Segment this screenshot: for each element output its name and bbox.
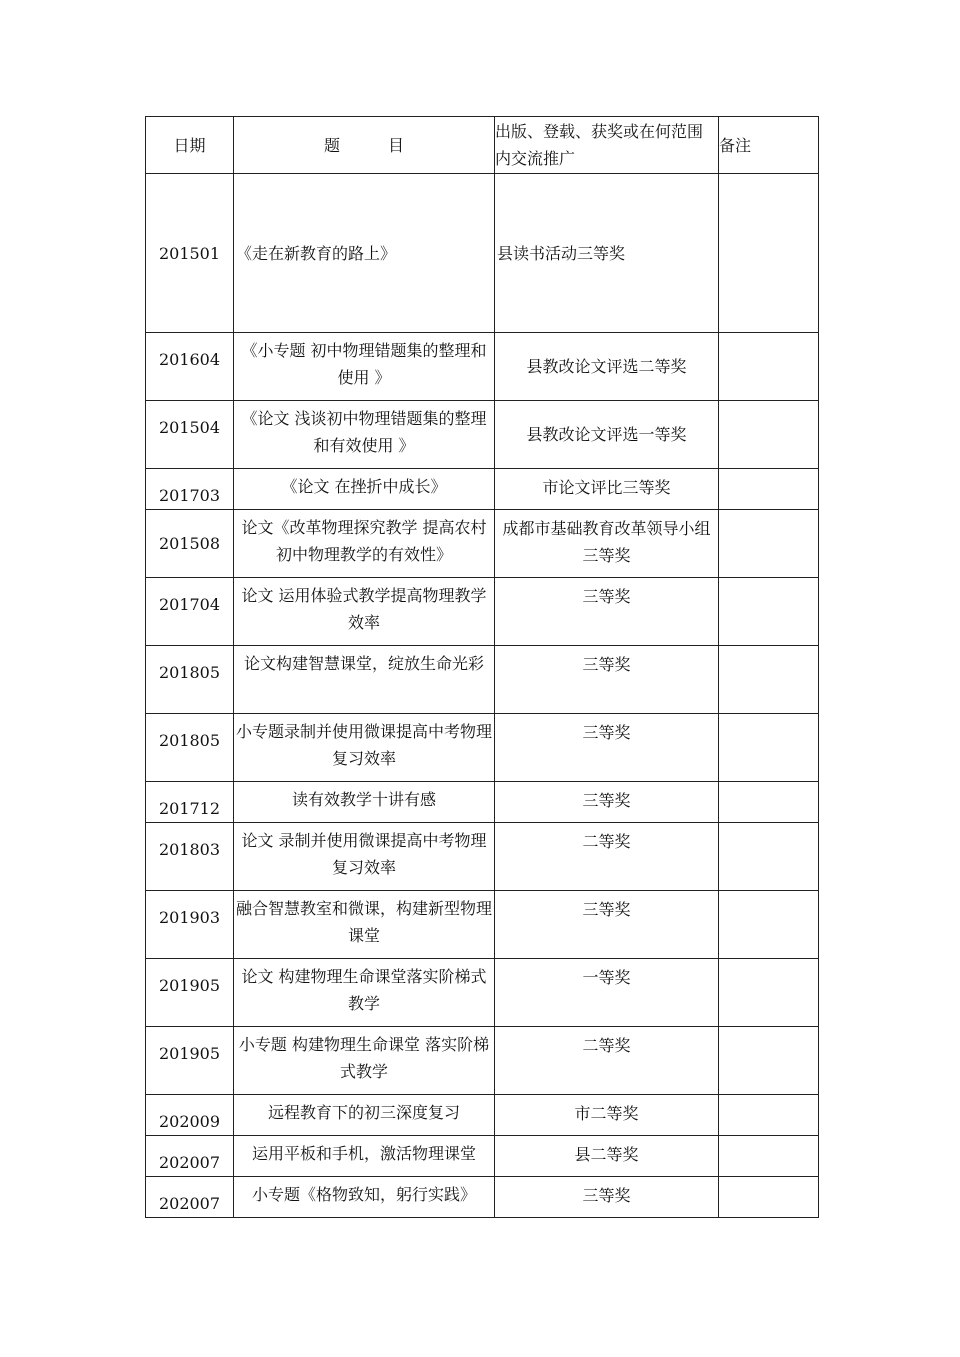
cell-note xyxy=(719,823,819,891)
cell-title: 《走在新教育的路上》 xyxy=(234,174,495,333)
cell-note xyxy=(719,646,819,714)
table-row xyxy=(146,1095,819,1136)
cell-title: 小专题录制并使用微课提高中考物理复习效率 xyxy=(234,714,495,782)
cell-award: 一等奖 xyxy=(495,959,719,1027)
table-row xyxy=(146,333,819,401)
cell-date: 201903 xyxy=(146,891,234,959)
table-row xyxy=(146,401,819,469)
cell-date: 201504 xyxy=(146,401,234,469)
cell-date: 201703 xyxy=(146,469,234,510)
cell-award: 县教改论文评选二等奖 xyxy=(495,333,719,401)
cell-date: 201704 xyxy=(146,578,234,646)
cell-date: 201805 xyxy=(146,646,234,714)
table-row xyxy=(146,714,819,782)
cell-note xyxy=(719,510,819,578)
cell-date: 202009 xyxy=(146,1095,234,1136)
cell-award: 三等奖 xyxy=(495,578,719,646)
records-table xyxy=(145,116,819,1218)
cell-title: 融合智慧教室和微课，构建新型物理课堂 xyxy=(234,891,495,959)
cell-date: 201905 xyxy=(146,1027,234,1095)
table-row xyxy=(146,646,819,714)
table-row xyxy=(146,578,819,646)
cell-award: 市论文评比三等奖 xyxy=(495,469,719,510)
table-row xyxy=(146,1027,819,1095)
table-row xyxy=(146,510,819,578)
cell-award: 三等奖 xyxy=(495,714,719,782)
cell-note xyxy=(719,174,819,333)
table-row xyxy=(146,1136,819,1177)
header-title: 题 目 xyxy=(234,117,495,174)
cell-note xyxy=(719,1177,819,1218)
table-row xyxy=(146,891,819,959)
cell-title: 读有效教学十讲有感 xyxy=(234,782,495,823)
cell-award: 三等奖 xyxy=(495,782,719,823)
cell-note xyxy=(719,891,819,959)
cell-award: 三等奖 xyxy=(495,891,719,959)
cell-date: 201604 xyxy=(146,333,234,401)
cell-note xyxy=(719,959,819,1027)
cell-date: 202007 xyxy=(146,1177,234,1218)
cell-title: 《论文 在挫折中成长》 xyxy=(234,469,495,510)
cell-note xyxy=(719,333,819,401)
cell-title: 《小专题 初中物理错题集的整理和使用 》 xyxy=(234,333,495,401)
cell-note xyxy=(719,1027,819,1095)
cell-note xyxy=(719,469,819,510)
cell-title: 远程教育下的初三深度复习 xyxy=(234,1095,495,1136)
cell-award: 三等奖 xyxy=(495,646,719,714)
table-row xyxy=(146,823,819,891)
cell-award: 市二等奖 xyxy=(495,1095,719,1136)
cell-title: 小专题《格物致知，躬行实践》 xyxy=(234,1177,495,1218)
cell-title: 小专题 构建物理生命课堂 落实阶梯式教学 xyxy=(234,1027,495,1095)
cell-award: 三等奖 xyxy=(495,1177,719,1218)
table-row xyxy=(146,469,819,510)
cell-date: 201905 xyxy=(146,959,234,1027)
cell-award: 成都市基础教育改革领导小组三等奖 xyxy=(495,510,719,578)
cell-title: 论文 运用体验式教学提高物理教学效率 xyxy=(234,578,495,646)
cell-title: 运用平板和手机，激活物理课堂 xyxy=(234,1136,495,1177)
cell-note xyxy=(719,782,819,823)
cell-date: 201508 xyxy=(146,510,234,578)
cell-award: 二等奖 xyxy=(495,1027,719,1095)
table-row xyxy=(146,174,819,333)
cell-title: 《论文 浅谈初中物理错题集的整理和有效使用 》 xyxy=(234,401,495,469)
cell-title: 论文 录制并使用微课提高中考物理复习效率 xyxy=(234,823,495,891)
header-award: 出版、登载、获奖或在何范围内交流推广 xyxy=(495,117,719,174)
table-row xyxy=(146,1177,819,1218)
cell-award: 县教改论文评选一等奖 xyxy=(495,401,719,469)
table-row xyxy=(146,782,819,823)
cell-title: 论文构建智慧课堂，绽放生命光彩 xyxy=(234,646,495,714)
cell-date: 201805 xyxy=(146,714,234,782)
cell-award: 县二等奖 xyxy=(495,1136,719,1177)
header-note: 备注 xyxy=(719,117,819,174)
header-row xyxy=(146,117,819,174)
header-date: 日期 xyxy=(146,117,234,174)
cell-note xyxy=(719,1095,819,1136)
cell-note xyxy=(719,578,819,646)
cell-date: 201501 xyxy=(146,174,234,333)
cell-date: 202007 xyxy=(146,1136,234,1177)
cell-note xyxy=(719,714,819,782)
cell-date: 201712 xyxy=(146,782,234,823)
cell-award: 县读书活动三等奖 xyxy=(495,174,719,333)
cell-note xyxy=(719,1136,819,1177)
table-row xyxy=(146,959,819,1027)
cell-award: 二等奖 xyxy=(495,823,719,891)
cell-note xyxy=(719,401,819,469)
cell-title: 论文《改革物理探究教学 提高农村初中物理教学的有效性》 xyxy=(234,510,495,578)
cell-title: 论文 构建物理生命课堂落实阶梯式教学 xyxy=(234,959,495,1027)
cell-date: 201803 xyxy=(146,823,234,891)
